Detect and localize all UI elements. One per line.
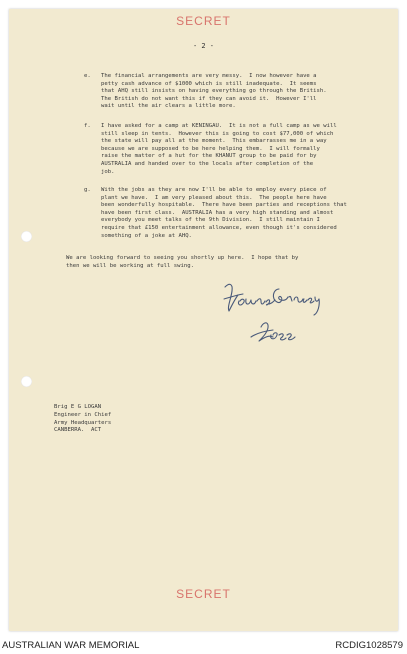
document-page (9, 9, 398, 631)
paragraph-line: I have asked for a camp at KENINGAU. It is not a full camp as we will (101, 123, 337, 129)
addressee-line: Brig E G LOGAN (54, 404, 102, 410)
paragraph-g (84, 187, 397, 240)
paragraph-line: the state will pay all at the moment. This embarrasses me in a way (101, 138, 327, 145)
page-number: - 2 - (192, 42, 215, 50)
paragraph-line: The financial arrangements are very messy. I now however have a (101, 73, 317, 79)
paragraph-line: everybody you meet talks of the 9th Division. I still maintain I (101, 217, 320, 224)
handwritten-signature (221, 277, 331, 359)
paragraph-line: raise the matter of a hut for the KHANUT group to be paid for by (101, 153, 317, 160)
archive-footer (0, 637, 407, 654)
addressee-line: Army Headquarters (54, 419, 112, 426)
paragraph-line: With the jobs as they are now I'll be able to employ every piece of (101, 187, 327, 193)
paragraph-line: still sleep in tents. However this is going to cost $77,000 of which (101, 130, 334, 137)
paragraph-line: wait until the air clears a little more. (101, 103, 236, 110)
closing-line: then we will be working at full swing. (66, 262, 194, 269)
paragraph-line: plant we have. I am very pleased about this. The people here have (101, 194, 327, 201)
addressee-line: CANBERRA. ACT (54, 427, 102, 434)
classification-stamp-top: SECRET (176, 14, 231, 28)
paragraph-line: because we are supposed to be here helping them. I will formally (101, 145, 320, 152)
paragraph-line: AUSTRALIA and handed over to the locals after completion of the (101, 160, 314, 167)
paragraph-line: petty cash advance of $1000 which is still inadequate. It seems (101, 80, 317, 87)
paragraph-e (84, 73, 397, 111)
closing-paragraph (66, 255, 298, 270)
paragraph-f (84, 123, 397, 176)
paragraph-letter: f. (84, 123, 91, 129)
punch-hole (21, 376, 32, 387)
paragraph-line: been wonderfully hospitable. There have been parties and receptions that (101, 202, 347, 209)
paragraph-letter: e. (84, 73, 91, 79)
addressee-block (54, 404, 111, 435)
paragraph-line: that AHQ still insists on having everything go through the British. (101, 88, 327, 95)
paragraph-line: require that £150 entertainment allowance, even though it's considered (101, 224, 337, 231)
institution-label: AUSTRALIAN WAR MEMORIAL (2, 640, 140, 651)
paragraph-line: have been first class. AUSTRALIA has a very high standing and almost (101, 209, 334, 216)
paragraph-letter: g. (84, 187, 91, 193)
paragraph-line: job. (101, 168, 115, 175)
closing-line: We are looking forward to seeing you shortly up here. I hope that by (66, 255, 299, 261)
classification-stamp-bottom: SECRET (176, 587, 231, 601)
paragraph-line: The British do not want this if they can avoid it. However I'll (101, 95, 317, 102)
addressee-line: Engineer in Chief (54, 411, 112, 418)
paragraph-line: something of a joke at AHQ. (101, 232, 192, 239)
item-id-label: RCDIG1028579 (335, 640, 403, 651)
punch-hole (21, 231, 32, 242)
